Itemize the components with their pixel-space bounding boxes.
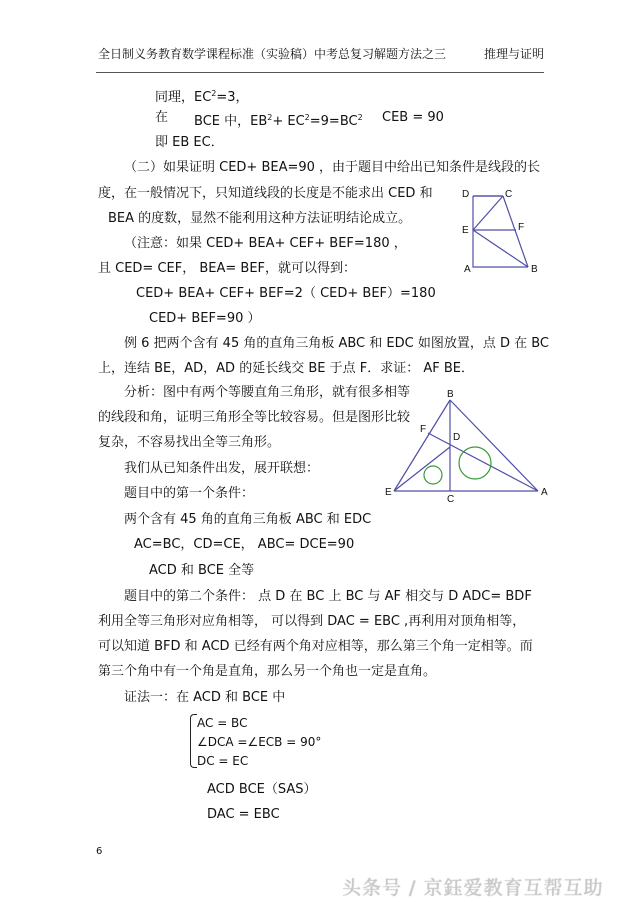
text-line-1: 同理，$EC^2=3$， — [155, 89, 249, 105]
text-line-27: DAC = EBC — [207, 807, 280, 822]
label-f: F — [518, 222, 525, 233]
text-line-3: 即 EB EC． — [155, 135, 224, 150]
inscribed-circle-small — [424, 466, 442, 484]
text-line-10: CED+ BEF=90 ） — [149, 311, 261, 326]
label-d: D — [462, 189, 470, 200]
segment-ec — [473, 196, 503, 230]
label-a: A — [464, 264, 471, 275]
text-line-25: 证法一：在 ACD 和 BCE 中 — [124, 690, 286, 705]
segment-af — [428, 433, 538, 491]
inscribed-circle-large — [459, 447, 491, 479]
text-line-12: 上，连结 BE，AD，AD 的延长线交 BE 于点 F．求证： AF BE． — [98, 361, 474, 376]
text-line-2a: 在 — [155, 110, 169, 125]
segment-ed — [394, 447, 450, 491]
text-line-15: 复杂，不容易找出全等三角形。 — [98, 435, 281, 450]
text-line-20: ACD 和 BCE 全等 — [149, 563, 255, 578]
text-line-19: AC=BC，CD=CE， ABC= DCE=90 — [134, 537, 355, 552]
label-d: D — [453, 432, 461, 443]
page-number: 6 — [96, 846, 103, 857]
label-b: B — [447, 389, 454, 400]
text-line-6: BEA 的度数，显然不能利用这种方法证明结论成立。 — [108, 211, 412, 226]
text-line-23: 可以知道 BFD 和 ACD 已经有两个角对应相等，那么第三个角一定相等。而 — [98, 639, 533, 654]
text-line-8: 且 CED= CEF， BEA= BEF，就可以得到： — [98, 261, 357, 276]
segment-ba — [450, 400, 538, 491]
system-eq-1: AC = BC — [197, 716, 248, 730]
text-line-16: 我们从已知条件出发，展开联想： — [124, 461, 320, 476]
text-line-14: 的线段和角，证明三角形全等比较容易。但是图形比较 — [98, 410, 411, 425]
figure-triangles — [380, 386, 555, 508]
label-a: A — [541, 487, 548, 498]
header-title: 全日制义务教育数学课程标准（实验稿）中考总复习解题方法之三 — [98, 47, 447, 61]
text-line-4: （二）如果证明 CED+ BEA=90 ，由于题目中给出已知条件是线段的长 — [124, 160, 541, 175]
text-line-5: 度，在一般情况下，只知道线段的长度是不能求出 CED 和 — [98, 186, 433, 201]
text-line-26: ACD BCE（SAS） — [207, 782, 317, 797]
text-line-17: 题目中的第一个条件： — [124, 486, 255, 501]
text-line-22: 利用全等三角形对应角相等， 可以得到 DAC = EBC ,再利用对顶角相等， — [98, 614, 526, 629]
label-c: C — [505, 189, 513, 200]
text-line-2e: CEB = 90 — [382, 110, 444, 125]
text-line-18: 两个含有 45 角的直角三角板 ABC 和 EDC — [124, 512, 372, 527]
label-b: B — [531, 264, 538, 275]
header-section: 推理与证明 — [484, 47, 545, 61]
text-line-2: BCE 中，$EB^2+ EC^2=9=BC^2$ — [194, 113, 363, 129]
text-line-7: （注意：如果 CED+ BEA+ CEF+ BEF=180 ， — [124, 236, 407, 251]
text-line-21: 题目中的第二个条件： 点 D 在 BC 上 BC 与 AF 相交与 D ADC= BDF — [124, 589, 532, 604]
label-c: C — [447, 494, 455, 505]
watermark: 头条号 / 京鈺爱教育互帮互助 — [342, 877, 604, 899]
header-rule — [96, 72, 544, 73]
system-eq-3: DC = EC — [197, 754, 249, 768]
figure-trapezoid — [458, 184, 548, 276]
text-line-24: 第三个角中有一个角是直角，那么另一个角也一定是直角。 — [98, 664, 437, 679]
system-eq-2: ∠DCA =∠ECB = 90° — [197, 735, 322, 749]
text-line-9: CED+ BEA+ CEF+ BEF=2（ CED+ BEF）=180 — [136, 286, 436, 301]
text-line-13: 分析：图中有两个等腰直角三角形，就有很多相等 — [124, 385, 411, 400]
label-e: E — [462, 225, 469, 236]
system-brace — [190, 714, 197, 768]
label-e: E — [385, 487, 392, 498]
segment-eb — [473, 230, 528, 267]
label-f: F — [420, 424, 427, 435]
trapezoid-right-edge — [503, 196, 528, 267]
text-line-11: 例 6 把两个含有 45 角的直角三角板 ABC 和 EDC 如图放置，点 D 在 BC — [124, 336, 550, 351]
